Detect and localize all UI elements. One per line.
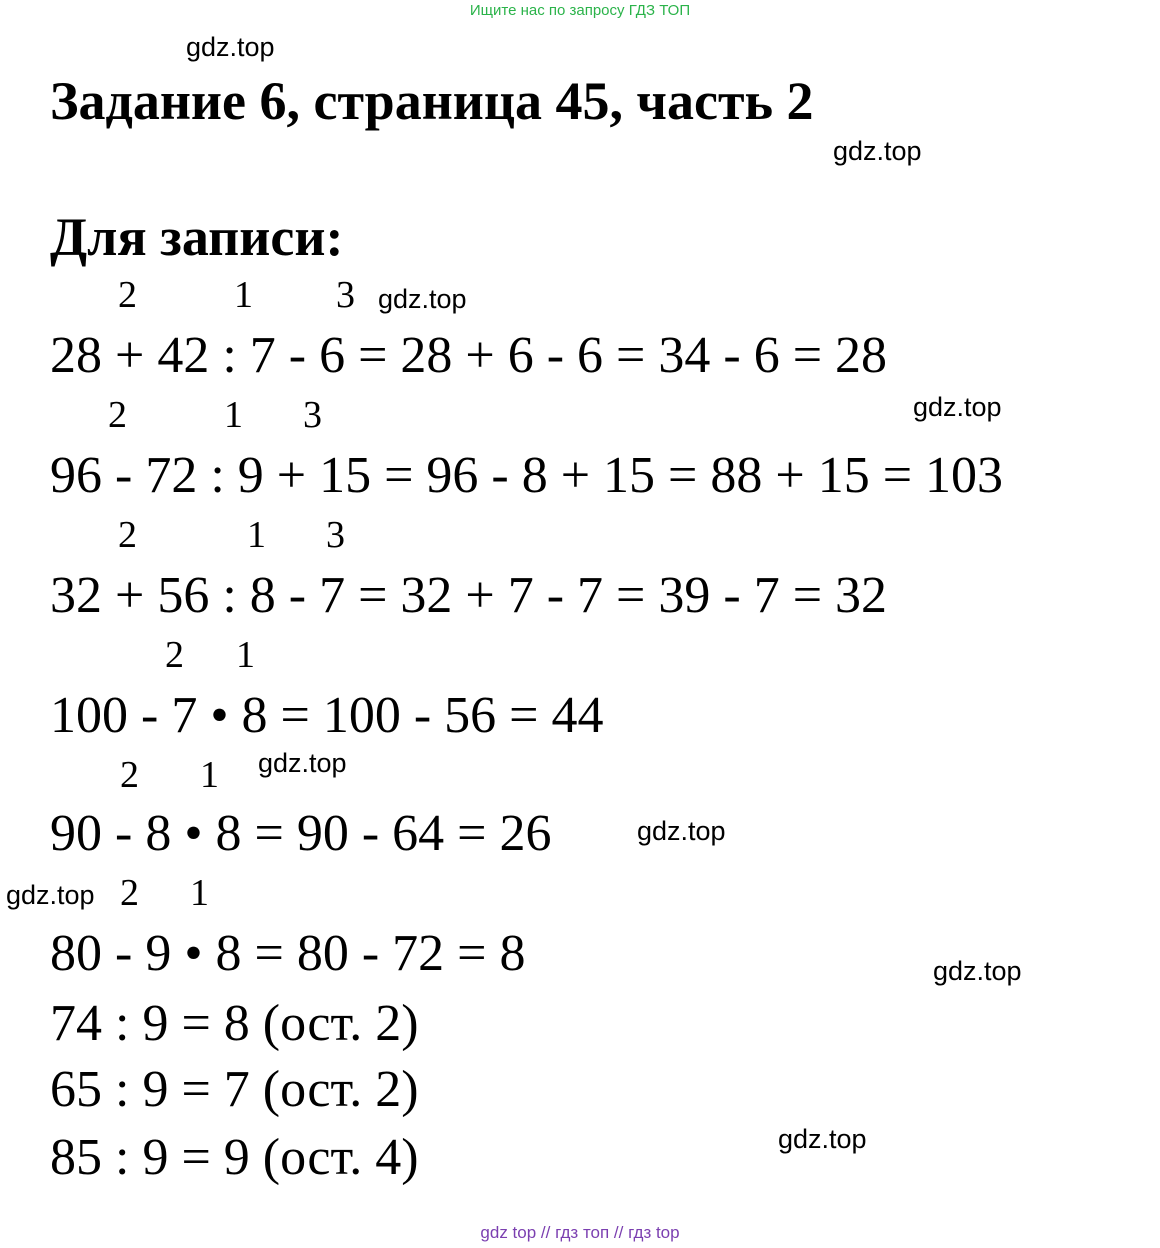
order-number: 1	[224, 394, 243, 436]
order-number: 1	[236, 634, 255, 676]
order-number: 1	[247, 514, 266, 556]
division-line: 65 : 9 = 7 (ост. 2)	[50, 1061, 419, 1118]
expression: 90 - 8 • 8 = 90 - 64 = 26	[50, 805, 552, 862]
order-number: 2	[165, 634, 184, 676]
top-search-link[interactable]: Ищите нас по запросу ГДЗ ТОП	[469, 2, 691, 19]
expression: 80 - 9 • 8 = 80 - 72 = 8	[50, 925, 526, 982]
watermark: gdz.top	[186, 32, 275, 62]
watermark: gdz.top	[637, 816, 726, 846]
watermark: gdz.top	[933, 956, 1022, 986]
watermark: gdz.top	[258, 748, 347, 778]
order-number: 3	[303, 394, 322, 436]
watermark: gdz.top	[913, 392, 1002, 422]
section-title: Для записи:	[50, 207, 344, 267]
division-line: 85 : 9 = 9 (ост. 4)	[50, 1129, 419, 1186]
order-number: 1	[200, 754, 219, 796]
order-number: 3	[326, 514, 345, 556]
watermark: gdz.top	[378, 284, 467, 314]
expression: 100 - 7 • 8 = 100 - 56 = 44	[50, 687, 604, 744]
expression: 96 - 72 : 9 + 15 = 96 - 8 + 15 = 88 + 15 = 103	[50, 447, 1004, 504]
page-title: Задание 6, страница 45, часть 2	[50, 71, 814, 131]
order-number: 2	[120, 872, 139, 914]
watermark: gdz.top	[778, 1124, 867, 1154]
watermark: gdz.top	[833, 136, 922, 166]
order-number: 2	[120, 754, 139, 796]
order-number: 3	[336, 274, 355, 316]
division-line: 74 : 9 = 8 (ост. 2)	[50, 995, 419, 1052]
order-number: 1	[190, 872, 209, 914]
order-number: 1	[234, 274, 253, 316]
watermark: gdz.top	[6, 880, 95, 910]
order-number: 2	[118, 514, 137, 556]
order-number: 2	[108, 394, 127, 436]
order-number: 2	[118, 274, 137, 316]
footer-links[interactable]: gdz top // гдз топ // гдз top	[480, 1223, 680, 1242]
expression: 28 + 42 : 7 - 6 = 28 + 6 - 6 = 34 - 6 = 28	[50, 327, 888, 384]
expression: 32 + 56 : 8 - 7 = 32 + 7 - 7 = 39 - 7 = 32	[50, 567, 888, 624]
